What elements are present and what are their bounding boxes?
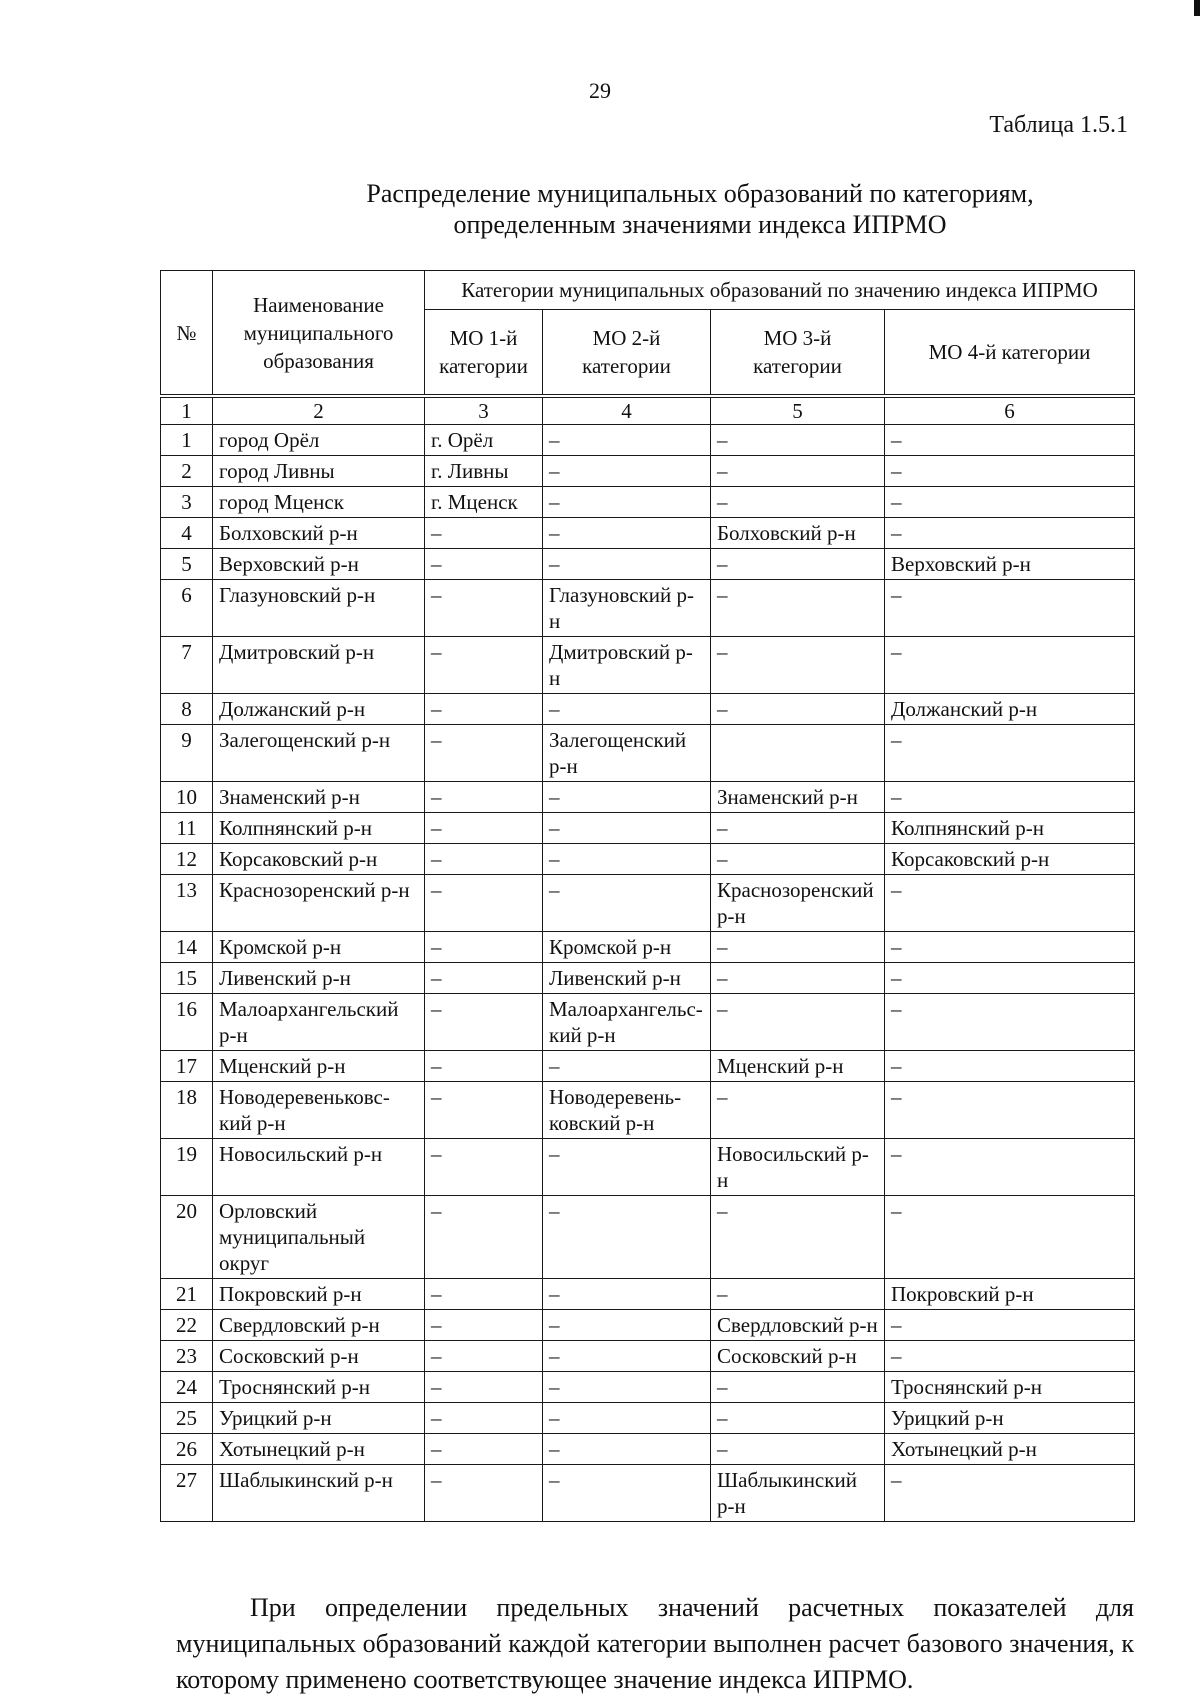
category-1-cell: –	[425, 1279, 543, 1310]
municipality-name: город Мценск	[213, 487, 425, 518]
category-2-cell: –	[543, 844, 711, 875]
category-2-cell: –	[543, 1196, 711, 1279]
row-number: 5	[161, 549, 213, 580]
municipal-categories-table	[160, 270, 1135, 1522]
table-row	[161, 932, 1135, 963]
table-row	[161, 518, 1135, 549]
row-number: 18	[161, 1082, 213, 1139]
category-4-cell: –	[885, 782, 1135, 813]
municipality-name: Свердловский р-н	[213, 1310, 425, 1341]
category-4-cell: –	[885, 1051, 1135, 1082]
category-3-cell: –	[711, 1082, 885, 1139]
category-1-cell: –	[425, 1310, 543, 1341]
category-1-cell: –	[425, 994, 543, 1051]
category-1-cell: –	[425, 844, 543, 875]
category-4-cell: Урицкий р-н	[885, 1403, 1135, 1434]
row-number: 13	[161, 875, 213, 932]
table-row	[161, 963, 1135, 994]
municipality-name: Ливенский р-н	[213, 963, 425, 994]
table-row	[161, 1403, 1135, 1434]
table-row	[161, 1341, 1135, 1372]
row-number: 10	[161, 782, 213, 813]
municipality-name: Глазуновский р-н	[213, 580, 425, 637]
category-4-cell: –	[885, 963, 1135, 994]
row-number: 17	[161, 1051, 213, 1082]
municipality-name: Новосильский р-н	[213, 1139, 425, 1196]
category-1-cell: –	[425, 1403, 543, 1434]
category-2-cell: –	[543, 1341, 711, 1372]
table-label: Таблица 1.5.1	[989, 112, 1128, 138]
row-number: 25	[161, 1403, 213, 1434]
category-4-cell: –	[885, 580, 1135, 637]
category-3-cell: Новосильский р-н	[711, 1139, 885, 1196]
column-number: 5	[711, 396, 885, 425]
table-row	[161, 1434, 1135, 1465]
category-1-cell: –	[425, 580, 543, 637]
municipality-name: Краснозоренский р-н	[213, 875, 425, 932]
category-3-cell: –	[711, 994, 885, 1051]
table-row	[161, 875, 1135, 932]
row-number: 20	[161, 1196, 213, 1279]
column-number: 4	[543, 396, 711, 425]
category-2-cell: –	[543, 487, 711, 518]
category-2-cell: Малоархангельс-кий р-н	[543, 994, 711, 1051]
category-3-cell: Болховский р-н	[711, 518, 885, 549]
table-row	[161, 487, 1135, 518]
category-2-cell: –	[543, 1372, 711, 1403]
category-2-cell: –	[543, 518, 711, 549]
category-4-cell: –	[885, 1341, 1135, 1372]
municipality-name: город Ливны	[213, 456, 425, 487]
category-2-cell: Залегощенский р-н	[543, 725, 711, 782]
column-number: 6	[885, 396, 1135, 425]
municipality-name: Урицкий р-н	[213, 1403, 425, 1434]
table-row	[161, 844, 1135, 875]
category-1-cell: –	[425, 875, 543, 932]
table-row	[161, 1196, 1135, 1279]
header-num: №	[161, 271, 213, 397]
category-3-cell: –	[711, 932, 885, 963]
category-1-cell: –	[425, 813, 543, 844]
category-4-cell: –	[885, 875, 1135, 932]
category-1-cell: –	[425, 694, 543, 725]
closing-paragraph: При определении предельных значений расчетных показателей для муниципальных образований каждой категории выполнен расчет базового значения, к которому применено соответствующее значение индекса ИПРМО.	[176, 1593, 1134, 1694]
category-1-cell: –	[425, 1139, 543, 1196]
category-3-cell: –	[711, 425, 885, 456]
category-4-cell: –	[885, 1310, 1135, 1341]
category-2-cell: –	[543, 425, 711, 456]
municipality-name: Новодеревеньковс-кий р-н	[213, 1082, 425, 1139]
table-row	[161, 813, 1135, 844]
category-1-cell: –	[425, 637, 543, 694]
column-number: 2	[213, 396, 425, 425]
category-2-cell: Новодеревень-ковский р-н	[543, 1082, 711, 1139]
category-1-cell: –	[425, 1051, 543, 1082]
category-4-cell: –	[885, 994, 1135, 1051]
category-1-cell: г. Орёл	[425, 425, 543, 456]
table-row	[161, 1465, 1135, 1522]
category-1-cell: г. Мценск	[425, 487, 543, 518]
category-4-cell: Должанский р-н	[885, 694, 1135, 725]
table-row	[161, 1051, 1135, 1082]
municipality-name: Дмитровский р-н	[213, 637, 425, 694]
table-row	[161, 782, 1135, 813]
column-numbers	[161, 396, 1135, 425]
category-1-cell: –	[425, 1082, 543, 1139]
category-2-cell: Ливенский р-н	[543, 963, 711, 994]
row-number: 7	[161, 637, 213, 694]
category-1-cell: –	[425, 1341, 543, 1372]
category-3-cell: –	[711, 844, 885, 875]
header-cat3: МО 3-й категории	[711, 310, 885, 397]
category-4-cell: –	[885, 425, 1135, 456]
category-3-cell: –	[711, 637, 885, 694]
table-row	[161, 456, 1135, 487]
row-number: 1	[161, 425, 213, 456]
row-number: 15	[161, 963, 213, 994]
table-row	[161, 425, 1135, 456]
category-2-cell: –	[543, 1403, 711, 1434]
table-row	[161, 549, 1135, 580]
category-2-cell: Кромской р-н	[543, 932, 711, 963]
scan-edge-mark	[1194, 0, 1200, 16]
category-1-cell: –	[425, 963, 543, 994]
category-1-cell: –	[425, 518, 543, 549]
category-2-cell: –	[543, 1310, 711, 1341]
table-row	[161, 694, 1135, 725]
category-4-cell: Покровский р-н	[885, 1279, 1135, 1310]
category-3-cell: –	[711, 1196, 885, 1279]
municipality-name: Мценский р-н	[213, 1051, 425, 1082]
category-3-cell: –	[711, 1434, 885, 1465]
category-2-cell: Дмитровский р-н	[543, 637, 711, 694]
category-3-cell: –	[711, 487, 885, 518]
category-3-cell: –	[711, 1279, 885, 1310]
row-number: 11	[161, 813, 213, 844]
category-3-cell: Мценский р-н	[711, 1051, 885, 1082]
category-3-cell: –	[711, 1372, 885, 1403]
table-row	[161, 1372, 1135, 1403]
category-4-cell: –	[885, 637, 1135, 694]
category-2-cell: –	[543, 782, 711, 813]
municipality-name: Болховский р-н	[213, 518, 425, 549]
municipality-name: Орловский муниципальный округ	[213, 1196, 425, 1279]
municipality-name: Должанский р-н	[213, 694, 425, 725]
category-1-cell: –	[425, 1372, 543, 1403]
row-number: 22	[161, 1310, 213, 1341]
municipality-name: Верховский р-н	[213, 549, 425, 580]
row-number: 9	[161, 725, 213, 782]
municipality-name: город Орёл	[213, 425, 425, 456]
table-title-line-1: Распределение муниципальных образований по категориям,	[366, 179, 1034, 208]
category-3-cell: Сосковский р-н	[711, 1341, 885, 1372]
category-4-cell: –	[885, 1139, 1135, 1196]
table-header	[161, 271, 1135, 397]
table-title	[300, 178, 1100, 240]
category-4-cell: Корсаковский р-н	[885, 844, 1135, 875]
municipality-name: Хотынецкий р-н	[213, 1434, 425, 1465]
column-number: 3	[425, 396, 543, 425]
category-4-cell: –	[885, 1196, 1135, 1279]
column-number: 1	[161, 396, 213, 425]
table-row	[161, 580, 1135, 637]
category-2-cell: –	[543, 456, 711, 487]
municipality-name: Знаменский р-н	[213, 782, 425, 813]
table-row	[161, 1139, 1135, 1196]
category-4-cell: –	[885, 487, 1135, 518]
row-number: 21	[161, 1279, 213, 1310]
row-number: 24	[161, 1372, 213, 1403]
municipality-name: Кромской р-н	[213, 932, 425, 963]
category-1-cell: –	[425, 1196, 543, 1279]
row-number: 12	[161, 844, 213, 875]
table-row	[161, 637, 1135, 694]
municipality-name: Малоархангельский р-н	[213, 994, 425, 1051]
category-4-cell: Хотынецкий р-н	[885, 1434, 1135, 1465]
category-1-cell: –	[425, 1465, 543, 1522]
table-row	[161, 1310, 1135, 1341]
category-1-cell: –	[425, 782, 543, 813]
row-number: 8	[161, 694, 213, 725]
category-4-cell: Троснянский р-н	[885, 1372, 1135, 1403]
category-1-cell: –	[425, 549, 543, 580]
header-name: Наименование муниципального образования	[213, 271, 425, 397]
category-3-cell	[711, 725, 885, 782]
municipality-name: Троснянский р-н	[213, 1372, 425, 1403]
category-2-cell: –	[543, 1139, 711, 1196]
category-1-cell: –	[425, 932, 543, 963]
row-number: 19	[161, 1139, 213, 1196]
category-4-cell: –	[885, 456, 1135, 487]
category-3-cell: –	[711, 694, 885, 725]
category-3-cell: Краснозоренский р-н	[711, 875, 885, 932]
table-row	[161, 725, 1135, 782]
category-2-cell: –	[543, 813, 711, 844]
category-3-cell: –	[711, 1403, 885, 1434]
category-4-cell: –	[885, 518, 1135, 549]
category-2-cell: –	[543, 1434, 711, 1465]
table-row	[161, 1082, 1135, 1139]
row-number: 16	[161, 994, 213, 1051]
row-number: 6	[161, 580, 213, 637]
category-3-cell: Знаменский р-н	[711, 782, 885, 813]
category-4-cell: –	[885, 1082, 1135, 1139]
category-2-cell: –	[543, 694, 711, 725]
municipality-name: Залегощенский р-н	[213, 725, 425, 782]
category-3-cell: Свердловский р-н	[711, 1310, 885, 1341]
category-4-cell: –	[885, 1465, 1135, 1522]
category-2-cell: –	[543, 549, 711, 580]
municipality-name: Покровский р-н	[213, 1279, 425, 1310]
category-1-cell: –	[425, 1434, 543, 1465]
category-4-cell: Колпнянский р-н	[885, 813, 1135, 844]
header-cat1: МО 1-й категории	[425, 310, 543, 397]
category-3-cell: –	[711, 549, 885, 580]
header-categories-group: Категории муниципальных образований по значению индекса ИПРМО	[425, 271, 1135, 310]
header-cat4: МО 4-й категории	[885, 310, 1135, 397]
table-row	[161, 1279, 1135, 1310]
category-2-cell: –	[543, 1279, 711, 1310]
category-2-cell: –	[543, 1051, 711, 1082]
category-4-cell: Верховский р-н	[885, 549, 1135, 580]
category-1-cell: г. Ливны	[425, 456, 543, 487]
category-4-cell: –	[885, 932, 1135, 963]
category-2-cell: –	[543, 875, 711, 932]
row-number: 14	[161, 932, 213, 963]
category-2-cell: Глазуновский р-н	[543, 580, 711, 637]
municipality-name: Сосковский р-н	[213, 1341, 425, 1372]
row-number: 26	[161, 1434, 213, 1465]
category-1-cell: –	[425, 725, 543, 782]
table-title-line-2: определенным значениями индекса ИПРМО	[453, 210, 947, 239]
municipality-name: Корсаковский р-н	[213, 844, 425, 875]
row-number: 27	[161, 1465, 213, 1522]
category-3-cell: –	[711, 456, 885, 487]
category-3-cell: –	[711, 963, 885, 994]
municipality-name: Колпнянский р-н	[213, 813, 425, 844]
category-3-cell: –	[711, 813, 885, 844]
category-2-cell: –	[543, 1465, 711, 1522]
row-number: 23	[161, 1341, 213, 1372]
page-number: 29	[589, 78, 611, 103]
municipality-name: Шаблыкинский р-н	[213, 1465, 425, 1522]
row-number: 2	[161, 456, 213, 487]
header-cat2: МО 2-й категории	[543, 310, 711, 397]
table-body	[161, 425, 1135, 1522]
row-number: 4	[161, 518, 213, 549]
row-number: 3	[161, 487, 213, 518]
category-3-cell: Шаблыкинский р-н	[711, 1465, 885, 1522]
table-row	[161, 994, 1135, 1051]
category-3-cell: –	[711, 580, 885, 637]
category-4-cell: –	[885, 725, 1135, 782]
